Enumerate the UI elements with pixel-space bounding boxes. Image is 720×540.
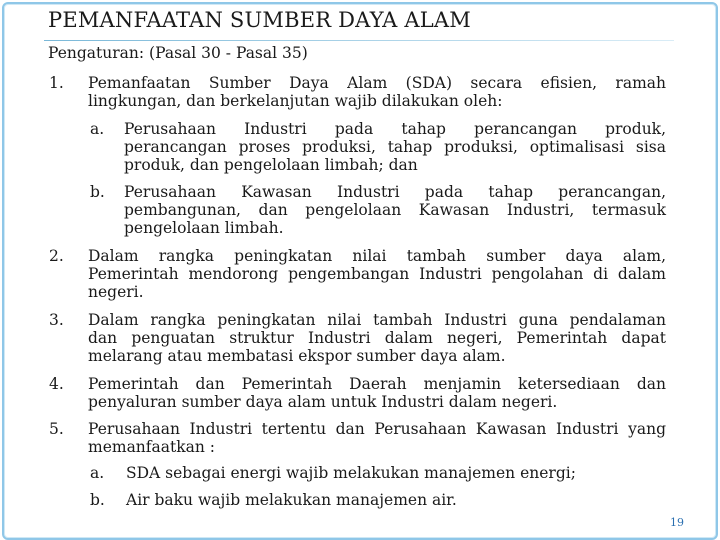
subitem-text — [124, 183, 666, 237]
text-line: Dalam rangka peningkatan nilai tambah Industri guna pendalaman — [88, 311, 666, 329]
subitem-letter: b. — [90, 183, 105, 201]
text-line: Pemerintah mendorong pengembangan Industri pengolahan di dalam — [88, 265, 666, 283]
item-number: 4. — [49, 375, 64, 393]
text-line: Dalam rangka peningkatan nilai tambah sumber daya alam, — [88, 247, 666, 265]
item-number: 2. — [49, 247, 64, 265]
subitem-text — [124, 120, 666, 174]
text-line: negeri. — [88, 283, 144, 301]
text-line: penyaluran sumber daya alam untuk Industri dalam negeri. — [88, 393, 558, 411]
subitem-letter: b. — [90, 491, 105, 509]
text-line: Perusahaan Industri tertentu dan Perusahaan Kawasan Industri yang — [88, 420, 666, 438]
item-text — [88, 74, 666, 110]
subitem-text: Air baku wajib melakukan manajemen air. — [126, 491, 457, 509]
item-number: 1. — [49, 74, 64, 92]
text-line: lingkungan, dan berkelanjutan wajib dilakukan oleh: — [88, 92, 503, 110]
item-number: 3. — [49, 311, 64, 329]
text-line: melarang atau membatasi ekspor sumber daya alam. — [88, 347, 506, 365]
text-line: Pemerintah dan Pemerintah Daerah menjamin ketersediaan dan — [88, 375, 666, 393]
page-number: 19 — [670, 516, 684, 529]
title-divider — [44, 40, 674, 41]
text-line: memanfaatkan : — [88, 438, 216, 456]
text-line: Pemanfaatan Sumber Daya Alam (SDA) secara efisien, ramah — [88, 74, 666, 92]
text-line: dan penguatan struktur Industri dalam negeri, Pemerintah dapat — [88, 329, 666, 347]
subitem-letter: a. — [90, 464, 105, 482]
subtitle: Pengaturan: (Pasal 30 - Pasal 35) — [48, 44, 308, 62]
item-text — [88, 247, 666, 301]
item-number: 5. — [49, 420, 64, 438]
subitem-letter: a. — [90, 120, 105, 138]
subitem-text: SDA sebagai energi wajib melakukan manajemen energi; — [126, 464, 576, 482]
text-line: produk, dan pengelolaan limbah; dan — [124, 156, 418, 174]
text-line: pengelolaan limbah. — [124, 219, 284, 237]
text-line: perancangan proses produksi, tahap produksi, optimalisasi sisa — [124, 138, 666, 156]
item-text — [88, 311, 666, 365]
item-text — [88, 375, 666, 411]
item-text — [88, 420, 666, 456]
text-line: Perusahaan Kawasan Industri pada tahap perancangan, — [124, 183, 666, 201]
text-line: pembangunan, dan pengelolaan Kawasan Industri, termasuk — [124, 201, 666, 219]
text-line: Perusahaan Industri pada tahap perancangan produk, — [124, 120, 666, 138]
slide-title: PEMANFAATAN SUMBER DAYA ALAM — [48, 8, 471, 32]
